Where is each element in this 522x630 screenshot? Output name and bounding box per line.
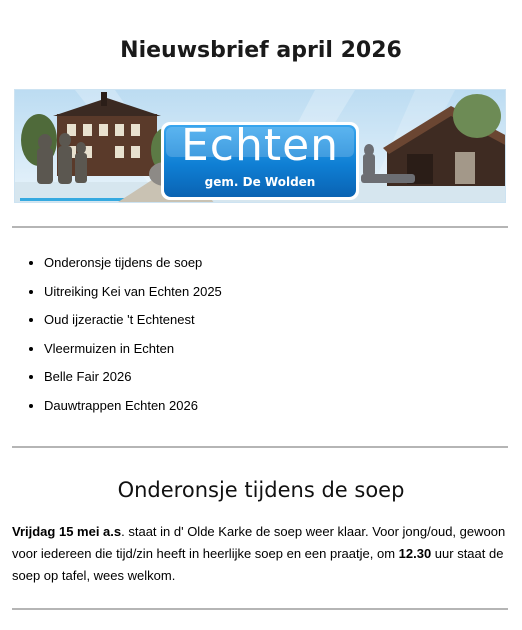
toc-item[interactable]: • Oud ijzeractie 't Echtenest xyxy=(44,311,222,329)
banner-subtitle: gem. De Wolden xyxy=(204,175,316,189)
toc-item[interactable]: • Vleermuizen in Echten xyxy=(44,340,222,358)
table-of-contents xyxy=(0,254,222,425)
newsletter-title: Nieuwsbrief april 2026 xyxy=(120,38,402,63)
article-date: Vrijdag 15 mei a.s xyxy=(12,524,122,539)
toc-item[interactable]: • Dauwtrappen Echten 2026 xyxy=(44,397,222,415)
article-text: . staat in d' Olde Karke de soep weer klaar. Voor jong/oud, gewoon voor iedereen die tijd/zin heeft in heerlijke soep en een praatje, om xyxy=(12,524,506,561)
article-time: 12.30 xyxy=(398,546,432,561)
toc-item[interactable]: • Belle Fair 2026 xyxy=(44,368,222,386)
article-body xyxy=(12,521,508,587)
toc-item[interactable]: • Uitreiking Kei van Echten 2025 xyxy=(44,283,222,301)
banner-title: Echten xyxy=(180,120,340,171)
divider xyxy=(12,446,508,448)
divider xyxy=(12,226,508,228)
divider xyxy=(12,608,508,610)
article-heading: Onderonsje tijdens de soep xyxy=(117,478,405,502)
toc-item[interactable]: • Onderonsje tijdens de soep xyxy=(44,254,222,272)
article-text: uur staat de soep op tafel, wees welkom. xyxy=(12,546,504,583)
